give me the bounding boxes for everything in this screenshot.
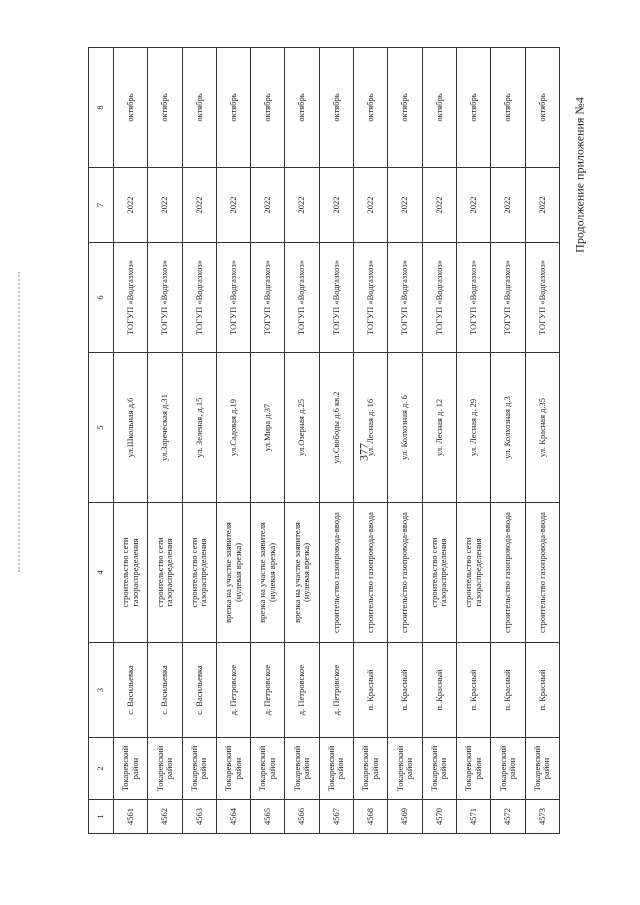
table-row bbox=[251, 48, 285, 834]
record-number-cell: 4573 bbox=[525, 800, 559, 834]
settlement-cell: п. Красный bbox=[456, 643, 490, 738]
record-number-cell: 4563 bbox=[182, 800, 216, 834]
contractor-cell: ТОГУП «Водгазхоз» bbox=[354, 243, 388, 353]
heading-box bbox=[565, 60, 595, 290]
record-number-cell: 4565 bbox=[251, 800, 285, 834]
month-cell: октябрь bbox=[182, 48, 216, 168]
year-cell: 2022 bbox=[456, 168, 490, 243]
table-row bbox=[422, 48, 456, 834]
column-header: 8 bbox=[89, 48, 114, 168]
settlement-cell: п. Красный bbox=[525, 643, 559, 738]
year-cell: 2022 bbox=[525, 168, 559, 243]
record-number-cell: 4570 bbox=[422, 800, 456, 834]
work-type-cell: строительство газопровода-ввода bbox=[388, 503, 422, 643]
work-type-cell: строительство газопровода-ввода bbox=[491, 503, 525, 643]
scan-artifact bbox=[18, 272, 24, 572]
month-cell: октябрь bbox=[456, 48, 490, 168]
appendix-table bbox=[88, 47, 560, 834]
contractor-cell: ТОГУП «Водгазхоз» bbox=[216, 243, 250, 353]
table-row bbox=[148, 48, 182, 834]
year-cell: 2022 bbox=[114, 168, 148, 243]
address-cell: ул.Озерная д.25 bbox=[285, 353, 319, 503]
work-type-cell: строительство сети газораспределения bbox=[114, 503, 148, 643]
work-type-cell: врезка на участке заявителя (нулевая врезка) bbox=[251, 503, 285, 643]
district-cell: Токаревский район bbox=[148, 738, 182, 800]
address-cell: ул.Зареческая д.31 bbox=[148, 353, 182, 503]
work-type-cell: врезка на участке заявителя (нулевая врезка) bbox=[216, 503, 250, 643]
address-cell: ул. Лесная д. 16 bbox=[354, 353, 388, 503]
year-cell: 2022 bbox=[285, 168, 319, 243]
table-row bbox=[491, 48, 525, 834]
contractor-cell: ТОГУП «Водгазхоз» bbox=[148, 243, 182, 353]
address-cell: ул.Школьная д.6 bbox=[114, 353, 148, 503]
district-cell: Токаревский район bbox=[456, 738, 490, 800]
contractor-cell: ТОГУП «Водгазхоз» bbox=[251, 243, 285, 353]
month-cell: октябрь bbox=[422, 48, 456, 168]
year-cell: 2022 bbox=[491, 168, 525, 243]
contractor-cell: ТОГУП «Водгазхоз» bbox=[285, 243, 319, 353]
contractor-cell: ТОГУП «Водгазхоз» bbox=[114, 243, 148, 353]
settlement-cell: п. Красный bbox=[422, 643, 456, 738]
year-cell: 2022 bbox=[319, 168, 353, 243]
address-cell: ул.Свободы д.6 кв.2 bbox=[319, 353, 353, 503]
year-cell: 2022 bbox=[422, 168, 456, 243]
district-cell: Токаревский район bbox=[182, 738, 216, 800]
work-type-cell: врезка на участке заявителя (нулевая врезка) bbox=[285, 503, 319, 643]
settlement-cell: д. Петровское bbox=[319, 643, 353, 738]
contractor-cell: ТОГУП «Водгазхоз» bbox=[388, 243, 422, 353]
record-number-cell: 4572 bbox=[491, 800, 525, 834]
contractor-cell: ТОГУП «Водгазхоз» bbox=[319, 243, 353, 353]
month-cell: октябрь bbox=[114, 48, 148, 168]
column-header: 7 bbox=[89, 168, 114, 243]
month-cell: октябрь bbox=[525, 48, 559, 168]
district-cell: Токаревский район bbox=[354, 738, 388, 800]
record-number-cell: 4571 bbox=[456, 800, 490, 834]
district-cell: Токаревский район bbox=[285, 738, 319, 800]
address-cell: ул. Лесная д. 12 bbox=[422, 353, 456, 503]
district-cell: Токаревский район bbox=[216, 738, 250, 800]
table-row bbox=[456, 48, 490, 834]
appendix-heading: Продолжение приложения №4 bbox=[572, 97, 587, 253]
record-number-cell: 4564 bbox=[216, 800, 250, 834]
work-type-cell: строительство сети газораспределения bbox=[182, 503, 216, 643]
column-header: 4 bbox=[89, 503, 114, 643]
record-number-cell: 4566 bbox=[285, 800, 319, 834]
table-row bbox=[114, 48, 148, 834]
month-cell: октябрь bbox=[319, 48, 353, 168]
month-cell: октябрь bbox=[491, 48, 525, 168]
settlement-cell: с. Васильевка bbox=[114, 643, 148, 738]
column-header: 5 bbox=[89, 353, 114, 503]
table-row bbox=[285, 48, 319, 834]
month-cell: октябрь bbox=[354, 48, 388, 168]
settlement-cell: п. Красный bbox=[491, 643, 525, 738]
month-cell: октябрь bbox=[388, 48, 422, 168]
year-cell: 2022 bbox=[251, 168, 285, 243]
record-number-cell: 4568 bbox=[354, 800, 388, 834]
record-number-cell: 4567 bbox=[319, 800, 353, 834]
year-cell: 2022 bbox=[182, 168, 216, 243]
column-header: 1 bbox=[89, 800, 114, 834]
contractor-cell: ТОГУП «Водгазхоз» bbox=[456, 243, 490, 353]
month-cell: октябрь bbox=[251, 48, 285, 168]
month-cell: октябрь bbox=[148, 48, 182, 168]
year-cell: 2022 bbox=[148, 168, 182, 243]
column-header: 3 bbox=[89, 643, 114, 738]
work-type-cell: строительство сети газораспределения bbox=[456, 503, 490, 643]
work-type-cell: строительство сети газораспределения bbox=[148, 503, 182, 643]
column-header: 2 bbox=[89, 738, 114, 800]
table-body bbox=[114, 48, 560, 834]
district-cell: Токаревский район bbox=[251, 738, 285, 800]
settlement-cell: д. Петровское bbox=[285, 643, 319, 738]
table-row bbox=[525, 48, 559, 834]
address-cell: ул. Колхозная д. 6 bbox=[388, 353, 422, 503]
contractor-cell: ТОГУП «Водгазхоз» bbox=[182, 243, 216, 353]
work-type-cell: строительство газопровода-ввода bbox=[319, 503, 353, 643]
district-cell: Токаревский район bbox=[319, 738, 353, 800]
table-area bbox=[88, 48, 560, 834]
settlement-cell: с. Васильевка bbox=[148, 643, 182, 738]
district-cell: Токаревский район bbox=[388, 738, 422, 800]
address-cell: ул. Колхозная д.3 bbox=[491, 353, 525, 503]
month-cell: октябрь bbox=[285, 48, 319, 168]
column-header: 6 bbox=[89, 243, 114, 353]
contractor-cell: ТОГУП «Водгазхоз» bbox=[422, 243, 456, 353]
record-number-cell: 4561 bbox=[114, 800, 148, 834]
address-cell: ул.Садовая д.19 bbox=[216, 353, 250, 503]
record-number-cell: 4562 bbox=[148, 800, 182, 834]
table-row bbox=[354, 48, 388, 834]
record-number-cell: 4569 bbox=[388, 800, 422, 834]
address-cell: ул. Лесная д. 29 bbox=[456, 353, 490, 503]
table-row bbox=[216, 48, 250, 834]
settlement-cell: д. Петровское bbox=[251, 643, 285, 738]
work-type-cell: строительство сети газораспределения bbox=[422, 503, 456, 643]
header-row bbox=[89, 48, 114, 834]
settlement-cell: с. Васильевка bbox=[182, 643, 216, 738]
table-row bbox=[319, 48, 353, 834]
year-cell: 2022 bbox=[388, 168, 422, 243]
district-cell: Токаревский район bbox=[525, 738, 559, 800]
contractor-cell: ТОГУП «Водгазхоз» bbox=[525, 243, 559, 353]
contractor-cell: ТОГУП «Водгазхоз» bbox=[491, 243, 525, 353]
district-cell: Токаревский район bbox=[114, 738, 148, 800]
table-row bbox=[182, 48, 216, 834]
address-cell: ул. Зеленая, д.15 bbox=[182, 353, 216, 503]
settlement-cell: д. Петровское bbox=[216, 643, 250, 738]
page-number: 377 bbox=[356, 443, 371, 461]
settlement-cell: п. Красный bbox=[388, 643, 422, 738]
address-cell: ул. Красная д.35 bbox=[525, 353, 559, 503]
work-type-cell: строительство газопровода-ввода bbox=[354, 503, 388, 643]
year-cell: 2022 bbox=[216, 168, 250, 243]
address-cell: ул.Мира д.37 bbox=[251, 353, 285, 503]
year-cell: 2022 bbox=[354, 168, 388, 243]
rotated-sheet bbox=[88, 48, 560, 834]
district-cell: Токаревский район bbox=[422, 738, 456, 800]
settlement-cell: п. Красный bbox=[354, 643, 388, 738]
work-type-cell: строительство газопровода-ввода bbox=[525, 503, 559, 643]
month-cell: октябрь bbox=[216, 48, 250, 168]
table-row bbox=[388, 48, 422, 834]
district-cell: Токаревский район bbox=[491, 738, 525, 800]
